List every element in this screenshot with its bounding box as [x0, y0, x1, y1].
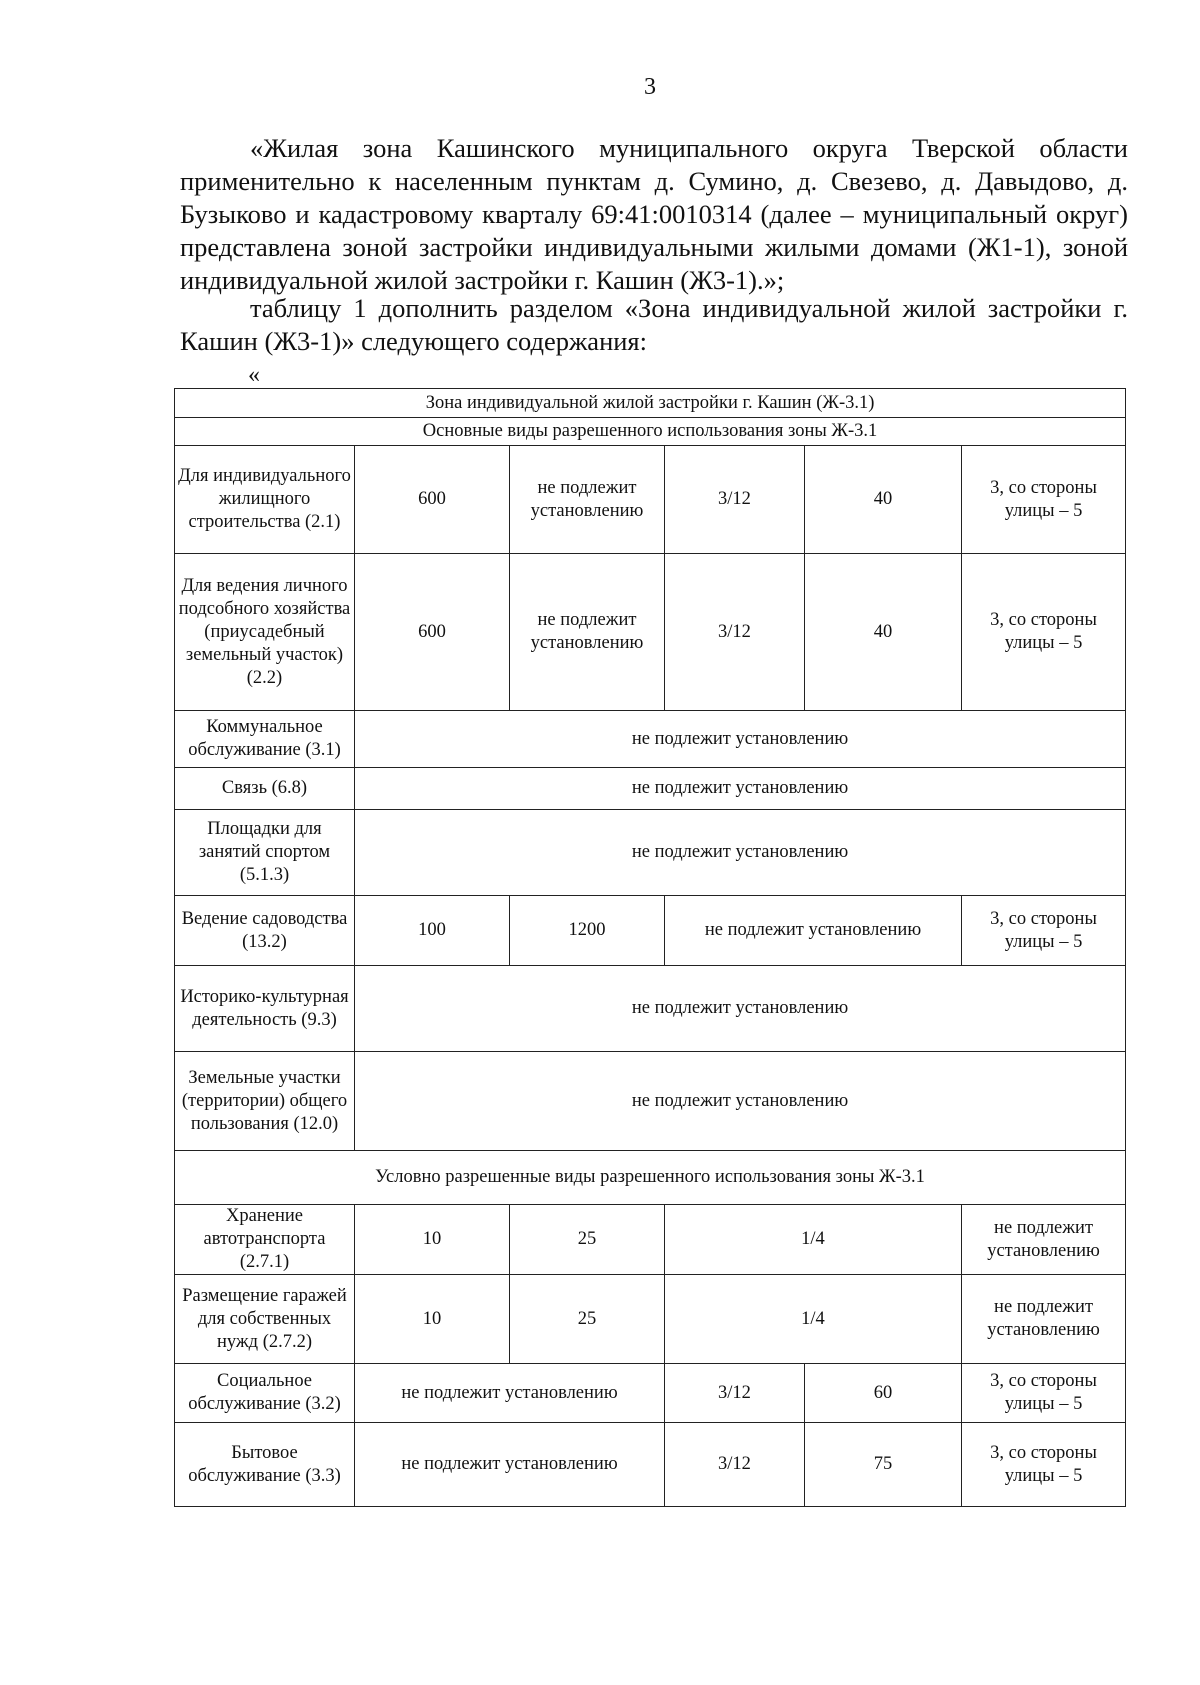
- cell-value: 10: [355, 1275, 510, 1364]
- cell-value: 600: [355, 554, 510, 711]
- intro-paragraph: «Жилая зона Кашинского муниципального округа Тверской области применительно к населенным пунктам д. Сумино, д. Свезево, д. Давыдово, д. Бузыково и кадастровому кварталу 69:41:0010314 (далее – муниципальный округ) представлена зоной застройки индивидуальными жилыми домами (Ж1-1), зоной индивидуальной жилой застройки г. Кашин (Ж3-1).»;: [180, 133, 1128, 295]
- cell-merged: не подлежит установлению: [355, 810, 1126, 896]
- cell-value: 40: [805, 554, 962, 711]
- cell-merged: не подлежит установлению: [355, 768, 1126, 810]
- use-name: Для ведения личного подсобного хозяйства (приусадебный земельный участок) (2.2): [175, 554, 355, 711]
- cell-value: 3/12: [665, 1364, 805, 1423]
- cell-value: 3/12: [665, 446, 805, 554]
- cell-value: 25: [510, 1275, 665, 1364]
- cell-value: не подлежит установлению: [510, 554, 665, 711]
- table-row: [175, 711, 1126, 768]
- table-row: [175, 1275, 1126, 1364]
- cell-merged: не подлежит установлению: [355, 966, 1126, 1052]
- cell-value: не подлежит установлению: [355, 1423, 665, 1507]
- cell-value: 1200: [510, 896, 665, 966]
- table-row: [175, 1364, 1126, 1423]
- use-name: Бытовое обслуживание (3.3): [175, 1423, 355, 1507]
- use-name: Хранение автотранспорта (2.7.1): [175, 1205, 355, 1275]
- table-row: [175, 810, 1126, 896]
- cell-value: 60: [805, 1364, 962, 1423]
- table-row: [175, 1052, 1126, 1151]
- cell-value: 25: [510, 1205, 665, 1275]
- cell-value: 1/4: [665, 1275, 962, 1364]
- cell-value: не подлежит установлению: [355, 1364, 665, 1423]
- table-row: [175, 1205, 1126, 1275]
- use-name: Размещение гаражей для собственных нужд (2.7.2): [175, 1275, 355, 1364]
- use-name: Социальное обслуживание (3.2): [175, 1364, 355, 1423]
- cell-value: 3, со стороны улицы – 5: [962, 554, 1126, 711]
- cell-value: не подлежит установлению: [962, 1275, 1126, 1364]
- table-row: [175, 966, 1126, 1052]
- cell-value: 1/4: [665, 1205, 962, 1275]
- table-row: [175, 446, 1126, 554]
- table-row: [175, 896, 1126, 966]
- table-title: Зона индивидуальной жилой застройки г. Кашин (Ж-3.1): [175, 389, 1126, 418]
- use-name: Историко-культурная деятельность (9.3): [175, 966, 355, 1052]
- cell-value: 3, со стороны улицы – 5: [962, 446, 1126, 554]
- table-row: [175, 768, 1126, 810]
- cell-value: 10: [355, 1205, 510, 1275]
- use-name: Площадки для занятий спортом (5.1.3): [175, 810, 355, 896]
- cell-value: 40: [805, 446, 962, 554]
- cell-value: 100: [355, 896, 510, 966]
- main-uses-header: Основные виды разрешенного использования зоны Ж-3.1: [175, 418, 1126, 446]
- use-name: Коммунальное обслуживание (3.1): [175, 711, 355, 768]
- use-name: Связь (6.8): [175, 768, 355, 810]
- cell-merged: не подлежит установлению: [355, 711, 1126, 768]
- cell-merged: не подлежит установлению: [355, 1052, 1126, 1151]
- cell-value: 3, со стороны улицы – 5: [962, 1423, 1126, 1507]
- cell-value: 75: [805, 1423, 962, 1507]
- table-intro-paragraph: таблицу 1 дополнить разделом «Зона индивидуальной жилой застройки г. Кашин (Ж3-1)» следующего содержания:: [180, 293, 1128, 356]
- cell-value: не подлежит установлению: [665, 896, 962, 966]
- cell-value: 3/12: [665, 1423, 805, 1507]
- use-name: Для индивидуального жилищного строительства (2.1): [175, 446, 355, 554]
- cell-value: 3/12: [665, 554, 805, 711]
- table-row: [175, 1423, 1126, 1507]
- cell-value: не подлежит установлению: [962, 1205, 1126, 1275]
- page-number: 3: [644, 74, 656, 100]
- opening-quote: «: [248, 362, 260, 388]
- cell-value: 600: [355, 446, 510, 554]
- use-name: Земельные участки (территории) общего пользования (12.0): [175, 1052, 355, 1151]
- use-name: Ведение садоводства (13.2): [175, 896, 355, 966]
- cell-value: не подлежит установлению: [510, 446, 665, 554]
- conditional-uses-header: Условно разрешенные виды разрешенного использования зоны Ж-3.1: [175, 1151, 1126, 1205]
- table-row: [175, 554, 1126, 711]
- zone-table: [174, 388, 1126, 1507]
- cell-value: 3, со стороны улицы – 5: [962, 1364, 1126, 1423]
- cell-value: 3, со стороны улицы – 5: [962, 896, 1126, 966]
